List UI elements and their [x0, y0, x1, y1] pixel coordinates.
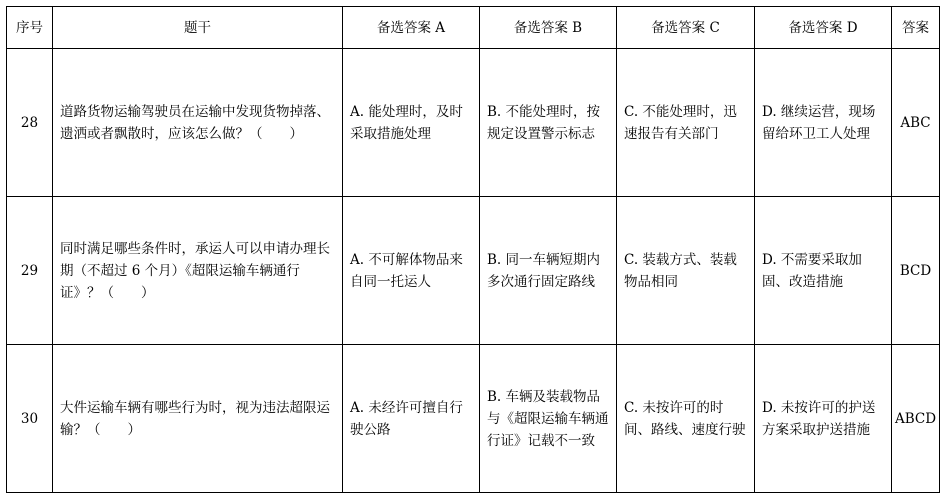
header-answer: 答案	[892, 7, 940, 49]
header-num: 序号	[7, 7, 53, 49]
option-a: A. 不可解体物品来自同一托运人	[343, 197, 480, 345]
header-option-c: 备选答案 C	[617, 7, 755, 49]
option-d: D. 继续运营，现场留给环卫工人处理	[755, 49, 892, 197]
option-b: B. 同一车辆短期内多次通行固定路线	[480, 197, 617, 345]
option-c: C. 装载方式、装载物品相同	[617, 197, 755, 345]
option-d: D. 不需要采取加固、改造措施	[755, 197, 892, 345]
option-b: B. 不能处理时，按规定设置警示标志	[480, 49, 617, 197]
question-number: 30	[7, 345, 53, 493]
question-stem: 道路货物运输驾驶员在运输中发现货物掉落、遗洒或者飘散时，应该怎么做？（ ）	[53, 49, 343, 197]
table-row	[7, 345, 940, 493]
header-row	[7, 7, 940, 49]
answer: ABCD	[892, 345, 940, 493]
question-number: 29	[7, 197, 53, 345]
option-a: A. 能处理时，及时采取措施处理	[343, 49, 480, 197]
answer: ABC	[892, 49, 940, 197]
table-row	[7, 49, 940, 197]
question-table	[6, 6, 940, 493]
header-option-a: 备选答案 A	[343, 7, 480, 49]
question-number: 28	[7, 49, 53, 197]
option-a: A. 未经许可擅自行驶公路	[343, 345, 480, 493]
option-b: B. 车辆及装载物品与《超限运输车辆通行证》记载不一致	[480, 345, 617, 493]
table-row	[7, 197, 940, 345]
header-stem: 题干	[53, 7, 343, 49]
option-d: D. 未按许可的护送方案采取护送措施	[755, 345, 892, 493]
header-option-d: 备选答案 D	[755, 7, 892, 49]
header-option-b: 备选答案 B	[480, 7, 617, 49]
option-c: C. 未按许可的时间、路线、速度行驶	[617, 345, 755, 493]
question-stem: 同时满足哪些条件时，承运人可以申请办理长期（不超过 6 个月）《超限运输车辆通行证》？（ ）	[53, 197, 343, 345]
question-stem: 大件运输车辆有哪些行为时，视为违法超限运输？（ ）	[53, 345, 343, 493]
option-c: C. 不能处理时，迅速报告有关部门	[617, 49, 755, 197]
answer: BCD	[892, 197, 940, 345]
